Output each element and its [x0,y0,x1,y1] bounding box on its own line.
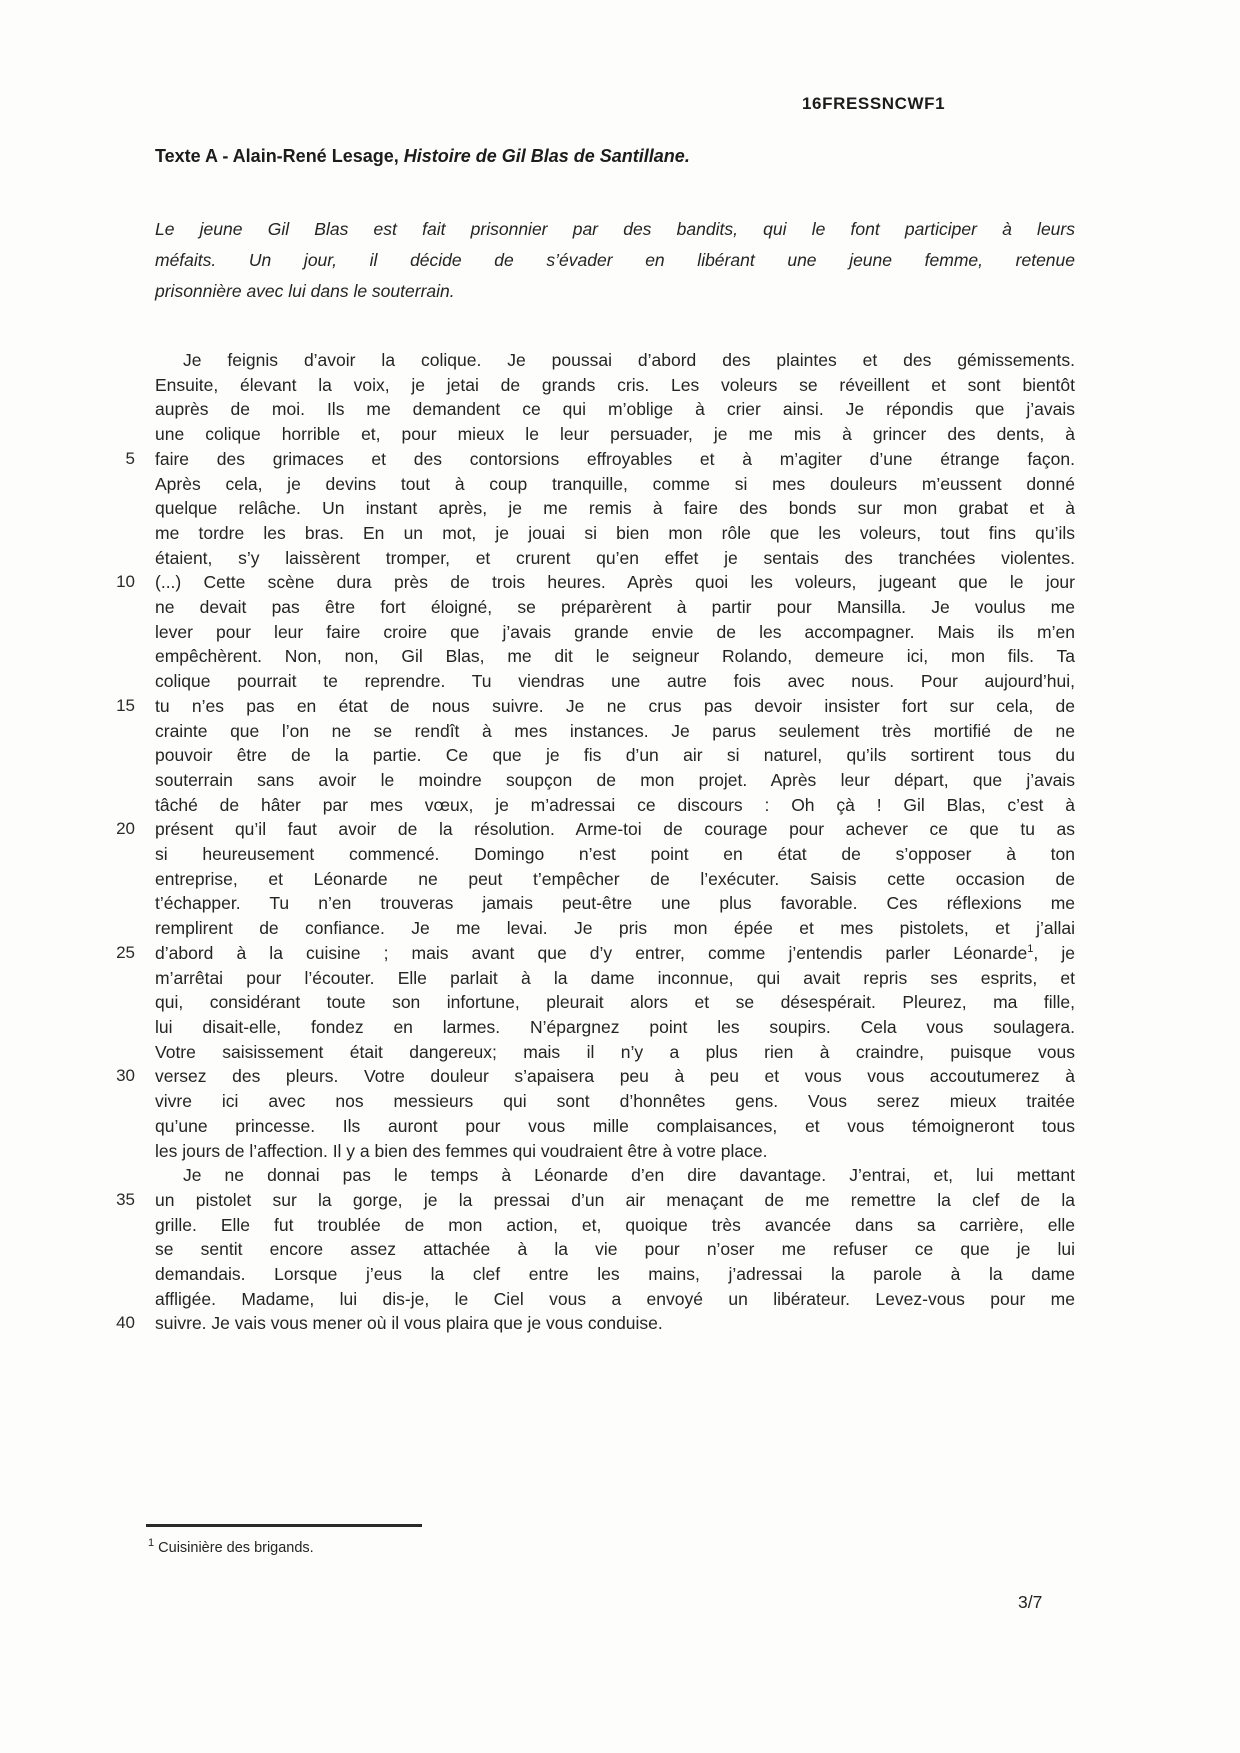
text-line [85,595,1075,620]
line-number: 10 [116,572,135,592]
line-number [85,1089,135,1114]
line-number: 20 [116,819,135,839]
intro-line: méfaits. Un jour, il décide de s’évader en libérant une jeune femme, retenue [155,250,1075,270]
line-number: 30 [116,1066,135,1086]
line-text: suivre. Je vais vous mener où il vous plaira que je vous conduise. [155,1313,663,1334]
line-number: 15 [116,695,135,715]
line-number [85,669,135,694]
text-line [85,447,1075,472]
line-text: Je ne donnai pas le temps à Léonarde d’en dire davantage. J’entrai, et, lui mettant [183,1165,1075,1186]
line-number [85,743,135,768]
text-line [85,1139,1075,1164]
line-text: qu’une princesse. Ils auront pour vous mille complaisances, et vous témoigneront tous [155,1115,1075,1136]
line-number: 40 [116,1313,135,1333]
text-line [85,768,1075,793]
text-line [85,669,1075,694]
line-text: étaient, s’y laissèrent tromper, et crurent qu’en effet je sentais des tranchées violentes. [155,547,1075,568]
line-number: 35 [116,1189,135,1209]
text-line [85,1064,1075,1089]
line-text: lever pour leur faire croire que j’avais grande envie de les accompagner. Mais ils m’en [155,621,1075,642]
page-number: 3/7 [1018,1592,1043,1612]
line-text: présent qu’il faut avoir de la résolution. Arme-toi de courage pour achever ce que tu as [155,819,1075,840]
text-line [85,891,1075,916]
line-text: une colique horrible et, pour mieux le leur persuader, je me mis à grincer des dents, à [155,424,1075,445]
line-text: tâché de hâter par mes vœux, je m’adressai ce discours : Oh çà ! Gil Blas, c’est à [155,794,1075,815]
line-text: t’échapper. Tu n’en trouveras jamais peut-être une plus favorable. Ces réflexions me [155,893,1075,914]
line-number [85,916,135,941]
line-text: Votre saisissement était dangereux; mais il n’y a plus rien à craindre, puisque vous [155,1041,1075,1062]
line-text: vivre ici avec nos messieurs qui sont d’honnêtes gens. Vous serez mieux traitée [155,1091,1075,1112]
line-text: si heureusement commencé. Domingo n’est point en état de s’opposer à ton [155,844,1075,865]
text-line [85,348,1075,373]
text-line [85,570,1075,595]
line-number [85,793,135,818]
text-line [85,793,1075,818]
text-line [85,966,1075,991]
intro-line: prisonnière avec lui dans le souterrain. [155,281,455,301]
text-line [85,397,1075,422]
text-line [85,743,1075,768]
line-number [85,397,135,422]
text-title [155,146,690,167]
line-text: lui disait-elle, fondez en larmes. N’épargnez point les soupirs. Cela vous soulagera. [155,1016,1075,1037]
line-number [85,1114,135,1139]
footnote-divider [146,1524,422,1527]
line-number [85,1262,135,1287]
text-line [85,1262,1075,1287]
intro-line: Le jeune Gil Blas est fait prisonnier par des bandits, qui le font participer à leurs [155,219,1075,239]
text-line [85,1114,1075,1139]
line-number [85,472,135,497]
line-text: colique pourrait te reprendre. Tu viendras une autre fois avec nous. Pour aujourd’hui, [155,671,1075,692]
line-text: se sentit encore assez attachée à la vie pour n’oser me refuser ce que je lui [155,1239,1075,1260]
line-number [85,1015,135,1040]
text-line [85,916,1075,941]
text-line [85,1237,1075,1262]
title-prefix: Texte A - Alain-René Lesage, [155,146,404,166]
line-text: qui, considérant toute son infortune, pleurait alors et se désespérait. Pleurez, ma fille, [155,992,1075,1013]
text-line [85,1213,1075,1238]
line-text: un pistolet sur la gorge, je la pressai d’un air menaçant de me remettre la clef de la [155,1189,1075,1210]
footnote-ref: 1 [1027,943,1034,956]
text-line [85,521,1075,546]
text-line [85,1287,1075,1312]
line-number [85,595,135,620]
line-text: entreprise, et Léonarde ne peut t’empêcher de l’exécuter. Saisis cette occasion de [155,868,1075,889]
line-text: versez des pleurs. Votre douleur s’apaisera peu à peu et vous vous accoutumerez à [155,1066,1075,1087]
line-text: crainte que l’on ne se rendît à mes instances. Je parus seulement très mortifié de ne [155,720,1075,741]
text-line [85,1311,1075,1336]
footnote [148,1537,314,1556]
line-number [85,768,135,793]
line-number [85,620,135,645]
line-number [85,422,135,447]
text-line [85,496,1075,521]
text-line [85,1040,1075,1065]
line-number [85,966,135,991]
text-line [85,472,1075,497]
text-line [85,546,1075,571]
line-number [85,719,135,744]
text-line [85,620,1075,645]
text-line [85,941,1075,966]
line-text: empêchèrent. Non, non, Gil Blas, me dit le seigneur Rolando, demeure ici, mon fils. Ta [155,646,1075,667]
text-line [85,422,1075,447]
line-number [85,1213,135,1238]
text-line [85,719,1075,744]
line-number: 25 [116,942,135,962]
line-number [85,867,135,892]
text-line [85,1163,1075,1188]
line-number [85,521,135,546]
line-text: tu n’es pas en état de nous suivre. Je ne crus pas devoir insister fort sur cela, de [155,695,1075,716]
line-text: remplirent de confiance. Je me levai. Je pris mon épée et mes pistolets, et j’allai [155,918,1075,939]
line-number [85,348,135,373]
exam-code: 16FRESSNCWF1 [802,94,946,113]
text-line [85,694,1075,719]
line-text: Après cela, je devins tout à coup tranquille, comme si mes douleurs m’eussent donné [155,473,1075,494]
text-line [85,373,1075,398]
line-text: les jours de l’affection. Il y a bien des femmes qui voudraient être à votre place. [155,1140,768,1161]
line-text: (...) Cette scène dura près de trois heures. Après quoi les voleurs, jugeant que le jour [155,572,1075,593]
line-number [85,891,135,916]
line-number [85,373,135,398]
line-number [85,1237,135,1262]
line-number [85,842,135,867]
text-line [85,1089,1075,1114]
line-text: faire des grimaces et des contorsions effroyables et à m’agiter d’une étrange façon. [155,448,1075,469]
line-number [85,1139,135,1164]
line-text: pouvoir être de la partie. Ce que je fis d’un air si naturel, qu’ils sortirent tous du [155,745,1075,766]
line-text: ne devait pas être fort éloigné, se préparèrent à partir pour Mansilla. Je voulus me [155,597,1075,618]
line-text: Je feignis d’avoir la colique. Je poussai d’abord des plaintes et des gémissements. [183,350,1075,370]
text-line [85,867,1075,892]
line-number [85,1163,135,1188]
line-text: grille. Elle fut troublée de mon action, et, quoique très avancée dans sa carrière, elle [155,1214,1075,1235]
text-line [85,1015,1075,1040]
line-text: me tordre les bras. En un mot, je jouai si bien mon rôle que les voleurs, tout fins qu’ils [155,522,1075,543]
text-line [85,817,1075,842]
line-text: auprès de moi. Ils me demandent ce qui m’oblige à crier ainsi. Je répondis que j’avais [155,399,1075,420]
line-text: souterrain sans avoir le moindre soupçon de mon projet. Après leur départ, que j’avais [155,769,1075,790]
line-number [85,644,135,669]
line-text: Ensuite, élevant la voix, je jetai de grands cris. Les voleurs se réveillent et sont bientôt [155,374,1075,395]
footnote-marker: 1 [148,1537,155,1550]
text-line [85,1188,1075,1213]
title-work: Histoire de Gil Blas de Santillane. [403,146,690,166]
line-number [85,1040,135,1065]
line-text: m’arrêtai pour l’écouter. Elle parlait à la dame inconnue, qui avait repris ses esprits, et [155,967,1075,988]
text-line [85,842,1075,867]
footnote-text: Cuisinière des brigands. [158,1540,314,1556]
line-text: affligée. Madame, lui dis-je, le Ciel vous a envoyé un libérateur. Levez-vous pour me [155,1288,1075,1309]
main-text [85,348,1075,1336]
line-text: d’abord à la cuisine ; mais avant que d’y entrer, comme j’entendis parler Léonarde$^1$, je [155,942,1075,963]
line-number [85,990,135,1015]
line-text: demandais. Lorsque j’eus la clef entre les mains, j’adressai la parole à la dame [155,1264,1075,1285]
line-number [85,496,135,521]
line-number [85,546,135,571]
line-number: 5 [125,448,135,468]
line-number [85,1287,135,1312]
intro-paragraph [155,214,1075,307]
text-line [85,990,1075,1015]
line-text: quelque relâche. Un instant après, je me remis à faire des bonds sur mon grabat et à [155,498,1075,519]
text-line [85,644,1075,669]
